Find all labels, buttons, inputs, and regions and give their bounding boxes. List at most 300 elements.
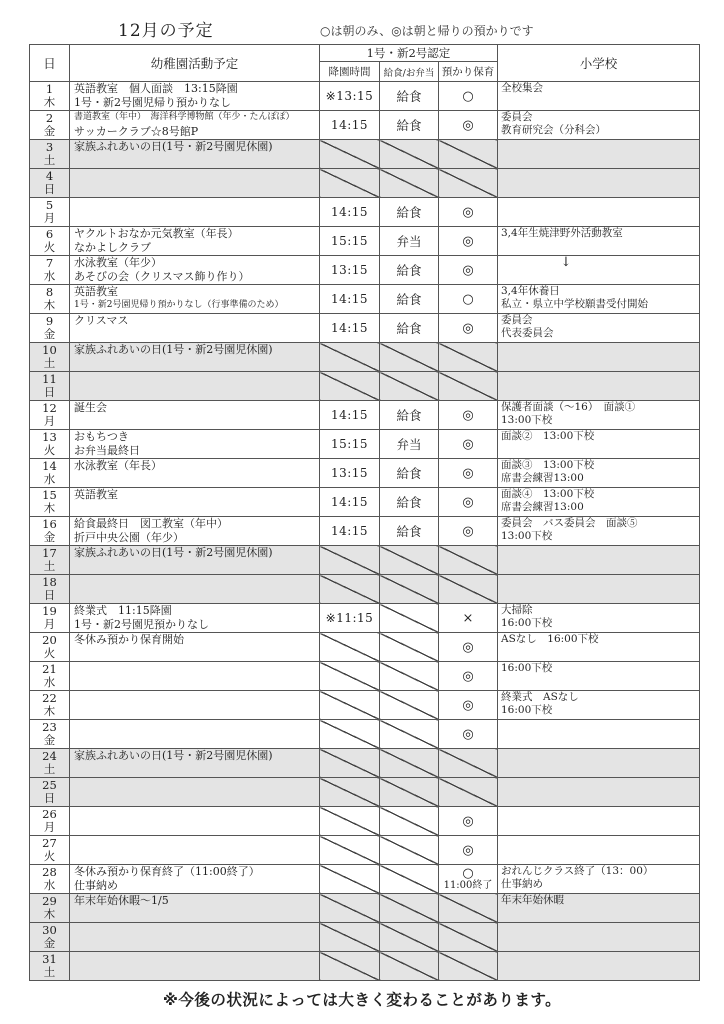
school-cell [498,575,700,604]
care-cell [439,314,498,343]
meal-cell [380,720,439,749]
activity-line: 水泳教室（年長） [74,459,162,472]
school-cell [498,952,700,981]
school-line: 大掃除 [501,604,533,616]
kinder-activity-cell [70,575,320,604]
day-number: 12 [42,401,57,415]
day-cell [30,865,70,894]
day-number: 30 [42,923,57,937]
school-cell [498,343,700,372]
dismissal-time-cell [320,952,380,981]
day-cell [30,517,70,546]
kinder-activity-cell [70,169,320,198]
dismissal-time-cell [320,894,380,923]
care-cell [439,343,498,372]
care-mark: ◎ [462,697,474,713]
day-number: 9 [45,314,54,328]
care-cell [439,140,498,169]
activity-line: 折戸中央公園（年少） [74,530,184,544]
table-row [30,140,700,169]
table-row [30,807,700,836]
day-cell [30,575,70,604]
dismissal-time-cell [320,865,380,894]
care-mark: ◎ [462,407,474,423]
day-cell [30,894,70,923]
day-cell [30,546,70,575]
school-cell [498,894,700,923]
school-cell [498,372,700,401]
care-cell [439,952,498,981]
page-title: 12月の予定 [118,21,214,41]
dismissal-time-cell [320,662,380,691]
care-cell [439,575,498,604]
day-number: 17 [42,546,57,560]
activity-line: 水泳教室（年少） [74,256,162,269]
table-row [30,169,700,198]
table-row [30,691,700,720]
weekday: 土 [43,153,56,167]
meal-cell: 弁当 [380,430,439,459]
care-mark: ◎ [462,639,474,655]
weekday: 月 [43,211,56,225]
day-number: 14 [42,459,57,473]
activity-line: 1号・新2号園児預かりなし [74,617,209,631]
kinder-activity-cell [70,227,320,256]
meal-cell: 給食 [380,401,439,430]
day-cell [30,140,70,169]
day-number: 27 [42,836,57,850]
dismissal-time-cell [320,778,380,807]
activity-line: お弁当最終日 [74,443,140,457]
meal-cell: 給食 [380,198,439,227]
school-line: 3,4年休養日 [501,285,560,297]
day-cell [30,749,70,778]
care-cell [439,256,498,285]
day-number: 28 [42,865,57,879]
care-cell [439,227,498,256]
school-line: 仕事納め [501,878,543,890]
day-number: 11 [42,372,57,386]
school-cell [498,662,700,691]
weekday: 金 [43,124,56,138]
table-row [30,749,700,778]
kinder-activity-cell [70,807,320,836]
meal-cell: 給食 [380,314,439,343]
dismissal-time-cell [320,372,380,401]
meal-cell [380,894,439,923]
meal-cell [380,691,439,720]
school-line: 13:00下校 [501,530,553,542]
school-line: 代表委員会 [501,327,554,339]
school-cell [498,720,700,749]
table-row [30,459,700,488]
activity-line: 誕生会 [74,401,107,414]
activity-line: 英語教室 [74,488,118,501]
school-line: 委員会 [501,111,533,123]
school-cell [498,865,700,894]
table-row [30,604,700,633]
weekday: 月 [43,617,56,631]
footer-note: ※今後の状況によっては大きく変わることがあります。 [162,991,562,1009]
care-mark: ◎ [462,494,474,510]
care-mark: ○ [462,88,474,104]
dismissal-time-cell [320,575,380,604]
weekday: 日 [43,588,56,602]
table-row [30,923,700,952]
table-row [30,633,700,662]
care-mark: ◎ [462,320,474,336]
table-row [30,517,700,546]
school-line: 面談② 13:00下校 [501,430,595,442]
school-line: 終業式 ASなし [501,691,579,703]
day-number: 29 [42,894,57,908]
kinder-activity-cell [70,430,320,459]
meal-cell [380,169,439,198]
day-number: 24 [42,749,57,763]
meal-cell: 給食 [380,488,439,517]
kinder-activity-cell [70,285,320,314]
weekday: 土 [43,762,56,776]
weekday: 木 [43,95,56,109]
dismissal-time-cell [320,546,380,575]
school-cell [498,923,700,952]
day-number: 15 [42,488,57,502]
kinder-activity-cell [70,691,320,720]
dismissal-time-cell: 14:15 [320,111,380,140]
care-cell [439,372,498,401]
weekday: 金 [43,936,56,950]
kinder-activity-cell [70,923,320,952]
meal-cell: 給食 [380,256,439,285]
day-number: 1 [45,82,54,96]
meal-cell: 弁当 [380,227,439,256]
meal-cell: 給食 [380,459,439,488]
activity-line: 仕事納め [74,878,118,892]
activity-line: 家族ふれあいの日(1号・新2号園児休園) [74,343,273,356]
school-cell [498,140,700,169]
day-number: 26 [42,807,57,821]
school-line: 席書会練習13:00 [501,472,584,484]
care-mark: ◎ [462,436,474,452]
weekday: 水 [43,269,56,283]
weekday: 木 [43,907,56,921]
care-cell [439,430,498,459]
table-row [30,343,700,372]
day-cell [30,430,70,459]
care-cell [439,82,498,111]
school-line: 年末年始休暇 [501,894,564,906]
table-row [30,575,700,604]
weekday: 月 [43,820,56,834]
dismissal-time-cell [320,169,380,198]
care-cell [439,720,498,749]
day-cell [30,314,70,343]
dismissal-time-cell: ※11:15 [320,604,380,633]
day-number: 20 [42,633,57,647]
care-cell [439,865,498,894]
care-cell [439,401,498,430]
table-row [30,111,700,140]
care-mark: ◎ [462,842,474,858]
meal-cell [380,372,439,401]
meal-cell: 給食 [380,111,439,140]
kinder-activity-cell [70,865,320,894]
day-number: 23 [42,720,57,734]
activity-line: 家族ふれあいの日(1号・新2号園児休園) [74,749,273,762]
school-line: 席書会練習13:00 [501,501,584,513]
weekday: 土 [43,559,56,573]
weekday: 火 [43,646,56,660]
weekday: 火 [43,849,56,863]
meal-cell [380,923,439,952]
care-mark: ○ [462,866,474,881]
dismissal-time-cell [320,691,380,720]
care-cell [439,894,498,923]
school-line: 教育研究会（分科会） [501,124,606,136]
dismissal-time-cell: ※13:15 [320,82,380,111]
care-cell [439,691,498,720]
schedule-table [29,44,700,981]
meal-cell [380,865,439,894]
activity-line: 終業式 11:15降園 [74,604,172,617]
table-row [30,256,700,285]
day-number: 6 [45,227,54,241]
care-cell [439,604,498,633]
weekday: 土 [43,965,56,979]
weekday: 水 [43,878,56,892]
kinder-activity-cell [70,546,320,575]
school-cell [498,546,700,575]
dismissal-time-cell [320,140,380,169]
table-row [30,430,700,459]
care-mark: ◎ [462,465,474,481]
dismissal-time-cell [320,807,380,836]
dismissal-time-cell: 15:15 [320,430,380,459]
meal-cell [380,662,439,691]
school-cell [498,778,700,807]
kinder-activity-cell [70,111,320,140]
table-row [30,720,700,749]
school-cell [498,517,700,546]
activity-line: サッカークラブ☆8号館P [74,124,199,138]
weekday: 日 [43,791,56,805]
school-line: 16:00下校 [501,704,553,716]
care-cell [439,285,498,314]
meal-cell [380,807,439,836]
meal-cell [380,343,439,372]
kinder-activity-cell [70,314,320,343]
activity-line: 冬休み預かり保育終了（11:00終了） [74,865,260,878]
day-number: 21 [42,662,57,676]
table-row [30,894,700,923]
weekday: 木 [43,704,56,718]
meal-cell [380,952,439,981]
care-cell [439,836,498,865]
kinder-activity-cell [70,372,320,401]
care-cell [439,807,498,836]
day-cell [30,111,70,140]
dismissal-time-cell: 14:15 [320,401,380,430]
dismissal-time-cell: 14:15 [320,488,380,517]
meal-cell: 給食 [380,82,439,111]
meal-cell: 給食 [380,517,439,546]
school-cell [498,430,700,459]
kinder-activity-cell [70,82,320,111]
kinder-activity-cell [70,778,320,807]
school-cell [498,836,700,865]
day-cell [30,691,70,720]
dismissal-time-cell [320,343,380,372]
day-cell [30,343,70,372]
school-line: 保護者面談（～16） 面談① [501,401,636,413]
weekday: 金 [43,530,56,544]
kinder-activity-cell [70,401,320,430]
table-row [30,314,700,343]
school-cell [498,82,700,111]
arrow-down-icon: ↓ [560,255,572,270]
kinder-activity-cell [70,459,320,488]
care-note: 11:00終了 [443,880,493,891]
day-number: 13 [42,430,57,444]
header-care: 預かり保育 [439,62,498,82]
care-mark: ◎ [462,813,474,829]
school-line: 16:00下校 [501,617,553,629]
kinder-activity-cell [70,952,320,981]
day-number: 7 [45,256,54,270]
activity-line: 1号・新2号園児帰り預かりなし（行事準備のため） [74,299,284,310]
kinder-activity-cell [70,198,320,227]
school-cell [498,691,700,720]
dismissal-time-cell: 14:15 [320,285,380,314]
day-cell [30,401,70,430]
activity-line: 1号・新2号園児帰り預かりなし [74,95,231,109]
care-cell [439,633,498,662]
activity-line: 家族ふれあいの日(1号・新2号園児休園) [74,140,273,153]
day-cell [30,227,70,256]
kinder-activity-cell [70,749,320,778]
kinder-activity-cell [70,488,320,517]
care-cell [439,923,498,952]
dismissal-time-cell [320,633,380,662]
day-cell [30,372,70,401]
care-cell [439,111,498,140]
activity-line: クリスマス [74,314,129,327]
kinder-activity-cell [70,720,320,749]
school-cell [498,285,700,314]
meal-cell [380,140,439,169]
meal-cell [380,604,439,633]
weekday: 日 [43,182,56,196]
meal-cell [380,575,439,604]
kinder-activity-cell [70,604,320,633]
day-cell [30,633,70,662]
school-line: 全校集会 [501,82,543,94]
school-cell [498,227,700,256]
care-cell [439,517,498,546]
table-row [30,488,700,517]
care-cell [439,749,498,778]
day-cell [30,285,70,314]
meal-cell [380,749,439,778]
day-number: 19 [42,604,57,618]
school-cell [498,198,700,227]
day-cell [30,807,70,836]
activity-line: 年末年始休暇～1/5 [74,894,169,907]
school-cell [498,633,700,662]
day-number: 5 [45,198,54,212]
dismissal-time-cell [320,836,380,865]
kinder-activity-cell [70,633,320,662]
care-mark: ◎ [462,117,474,133]
day-number: 8 [45,285,54,299]
weekday: 水 [43,472,56,486]
activity-line: 給食最終日 図工教室（年中） [74,517,228,530]
activity-line: 英語教室 個人面談 13:15降園 [74,82,238,95]
care-mark: ◎ [462,668,474,684]
school-cell [498,749,700,778]
weekday: 火 [43,240,56,254]
school-line: 13:00下校 [501,414,553,426]
weekday: 木 [43,298,56,312]
care-mark: ◎ [462,726,474,742]
table-row [30,401,700,430]
care-mark: × [462,610,474,626]
care-mark: ◎ [462,523,474,539]
table-row [30,662,700,691]
care-mark: ○ [462,291,474,307]
day-cell [30,604,70,633]
dismissal-time-cell: 13:15 [320,256,380,285]
dismissal-time-cell: 13:15 [320,459,380,488]
school-line: 委員会 [501,314,533,326]
table-row [30,952,700,981]
care-cell [439,169,498,198]
kinder-activity-cell [70,662,320,691]
day-number: 18 [42,575,57,589]
header-kinder: 幼稚園活動予定 [70,45,320,82]
day-number: 22 [42,691,57,705]
dismissal-time-cell: 14:15 [320,314,380,343]
day-number: 4 [45,169,54,183]
dismissal-time-cell: 14:15 [320,517,380,546]
activity-line: ヤクルトおなか元気教室（年長） [74,227,239,240]
school-cell [498,314,700,343]
header-school: 小学校 [498,45,700,82]
activity-line: あそびの会（クリスマス飾り作り） [74,269,250,283]
school-line: 委員会 バス委員会 面談⑤ [501,517,638,529]
table-row [30,546,700,575]
care-mark: ◎ [462,204,474,220]
school-line: おれんじクラス終了（13：00） [501,865,654,877]
activity-line: 冬休み預かり保育開始 [74,633,184,646]
dismissal-time-cell [320,720,380,749]
weekday: 土 [43,356,56,370]
table-row [30,836,700,865]
legend-note: ○は朝のみ、◎は朝と帰りの預かりです [320,24,534,38]
weekday: 木 [43,501,56,515]
day-number: 25 [42,778,57,792]
care-cell [439,198,498,227]
school-line: 16:00下校 [501,662,553,674]
school-cell [498,459,700,488]
school-cell [498,111,700,140]
care-cell [439,662,498,691]
kinder-activity-cell [70,343,320,372]
school-cell [498,604,700,633]
weekday: 日 [43,385,56,399]
activity-line: 書道教室（年中） 海洋科学博物館（年少・たんぽぽ） [74,112,295,122]
table-row [30,778,700,807]
